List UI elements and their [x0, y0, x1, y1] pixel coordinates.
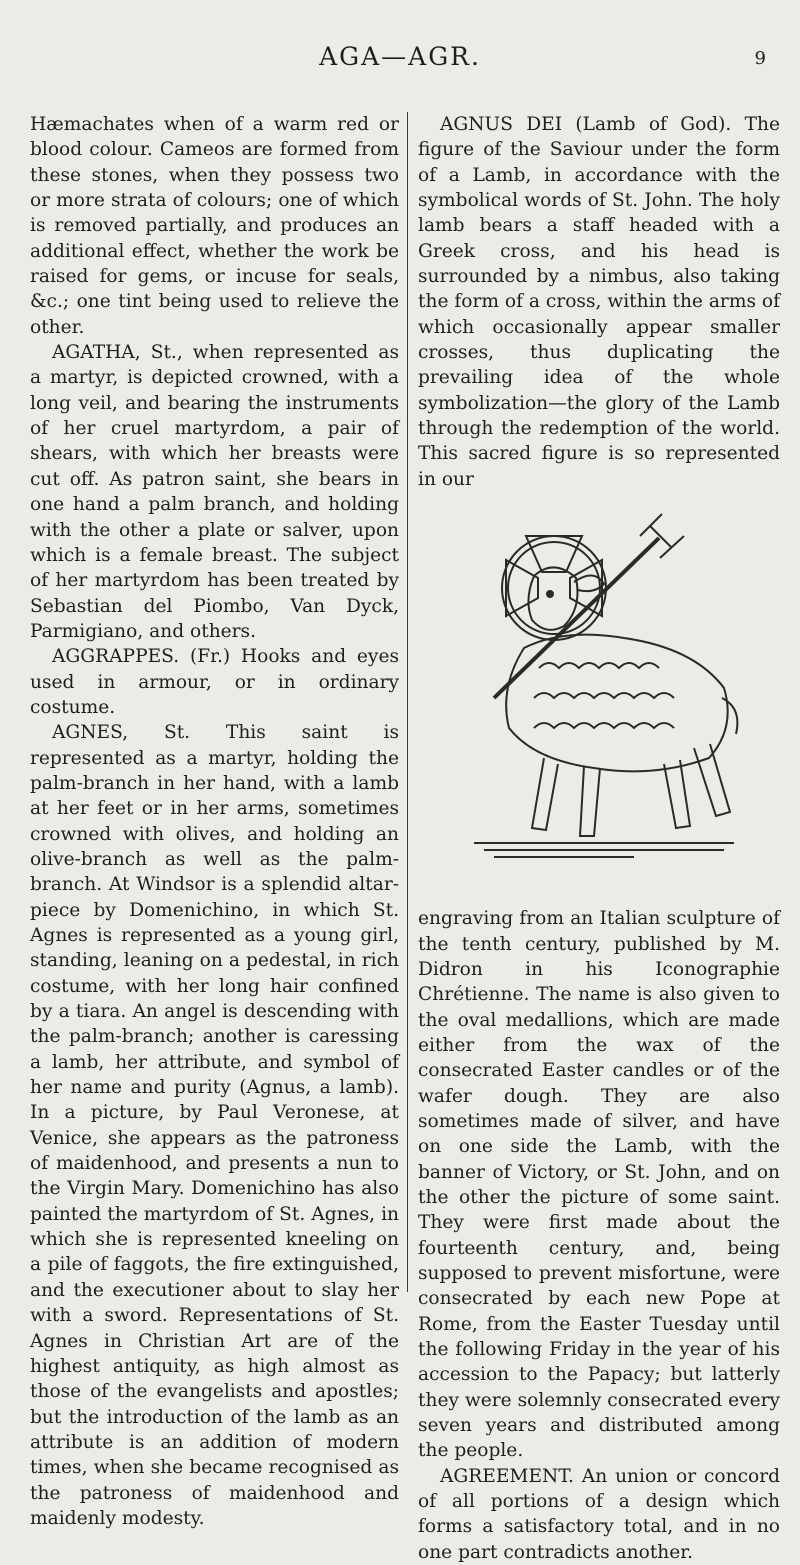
left-column: [30, 112, 399, 1531]
entry-haemachates-continued: Hæmachates when of a warm red or blood colour. Cameos are formed from these stones, when they possess two or more strata of colours; one of which is removed partially, and produces an additional effect, whether the work be raised for gems, or incuse for seals, &c.; one tint being used to relieve the other.: [30, 114, 399, 338]
entry-agreement: AGREEMENT. An union or concord of all portions of a design which forms a satisfactory total, and in no one part contradicts another.: [418, 1465, 780, 1563]
agnus-dei-engraving-icon: [454, 498, 744, 898]
entry-agatha: AGATHA, St., when represented as a martyr, is depicted crowned, with a long veil, and bearing the instruments of her cruel martyrdom, a pair of shears, with which her breasts were cut off. As patron saint, she bears in one hand a palm branch, and holding with the other a plate or salver, upon which is a female breast. The subject of her martyrdom has been treated by Sebastian del Piombo, Van Dyck, Parmigiano, and others.: [30, 342, 399, 642]
running-head: AGA—AGR.: [319, 42, 481, 71]
entry-aggrappes: AGGRAPPES. (Fr.) Hooks and eyes used in armour, or in ordinary costume.: [30, 646, 399, 718]
page-header: [0, 42, 800, 82]
column-divider: [407, 112, 408, 1292]
agnus-dei-figure: [418, 498, 780, 898]
page-number: 9: [754, 48, 766, 69]
entry-agnus-dei-continued: engraving from an Italian sculpture of the tenth century, published by M. Didron in his Iconographie Chrétienne. The name is also given to the oval medallions, which are made either from the wax of the consecrated Easter candles or of the wafer dough. They are also sometimes made of silver, and have on one side the Lamb, with the banner of Victory, or St. John, and on the other the picture of some saint. They were first made about the fourteenth century, and, being supposed to prevent misfortune, were consecrated by each new Pope at Rome, from the Easter Tuesday until the following Friday in the year of his accession to the Papacy; but latterly they were solemnly consecrated every seven years and distributed among the people.: [418, 908, 780, 1462]
entry-agnes: AGNES, St. This saint is represented as a martyr, holding the palm-branch in her hand, with a lamb at her feet or in her arms, sometimes crowned with olives, and holding an olive-branch as well as the palm-branch. At Windsor is a splendid altar-piece by Domenichino, in which St. Agnes is represented as a young girl, standing, leaning on a pedestal, in rich costume, with her long hair confined by a tiara. An angel is descending with the palm-branch; another is caressing a lamb, her attribute, and symbol of her name and purity (Agnus, a lamb). In a picture, by Paul Veronese, at Venice, she appears as the patroness of maidenhood, and presents a nun to the Virgin Mary. Domenichino has also painted the martyrdom of St. Agnes, in which she is represented kneeling on a pile of faggots, the fire extinguished, and the executioner about to slay her with a sword. Representations of St. Agnes in Christian Art are of the highest antiquity, as high almost as those of the evangelists and apostles; but the introduction of the lamb as an attribute is an addition of modern times, when she became recognised as the patroness of maidenhood and maidenly modesty.: [30, 722, 399, 1529]
entry-agnus-dei: AGNUS DEI (Lamb of God). The figure of the Saviour under the form of a Lamb, in accordance with the symbolical words of St. John. The holy lamb bears a staff headed with a Greek cross, and his head is surrounded by a nimbus, also taking the form of a cross, within the arms of which occasionally appear smaller crosses, thus duplicating the prevailing idea of the whole symbolization—the glory of the Lamb through the redemption of the world. This sacred figure is so represented in our: [418, 114, 780, 490]
right-column: [418, 112, 780, 1565]
